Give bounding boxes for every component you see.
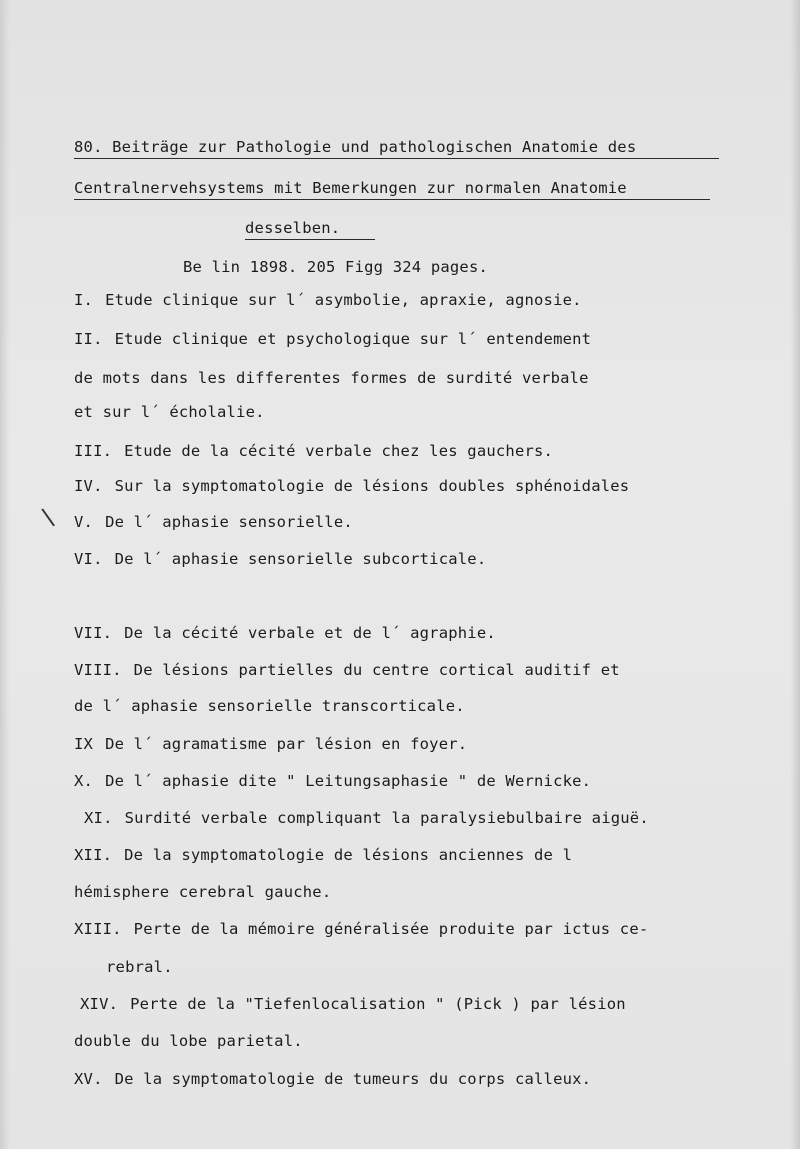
entry-number: II. [74, 330, 103, 348]
title-line-3: desselben. [245, 218, 375, 240]
entry-13-cont: rebral. [106, 958, 173, 976]
entry-number: X. [74, 772, 94, 790]
entry-number: XII. [74, 846, 113, 864]
entry-12 [74, 845, 572, 865]
entry-text: De l´ aphasie sensorielle. [105, 513, 353, 531]
entry-10 [74, 771, 591, 791]
entry-7 [74, 623, 496, 643]
entry-2 [74, 329, 591, 349]
entry-number: VII. [74, 624, 113, 642]
title-line-1: 80. Beiträge zur Pathologie und pathologischen Anatomie des [74, 137, 719, 159]
entry-text: Surdité verbale compliquant la paralysiebulbaire aiguë. [124, 809, 649, 827]
entry-8 [74, 660, 620, 680]
entry-number: IV. [74, 477, 103, 495]
entry-3 [74, 441, 553, 461]
entry-12-cont: hémisphere cerebral gauche. [74, 883, 332, 901]
entry-text: De l´ agramatisme par lésion en foyer. [105, 735, 468, 753]
entry-text: Etude de la cécité verbale chez les gauchers. [124, 442, 554, 460]
entry-number: IX [74, 735, 94, 753]
entry-text: Sur la symptomatologie de lésions doubles sphénoidales [114, 477, 630, 495]
entry-text: Etude clinique et psychologique sur l´ entendement [114, 330, 592, 348]
entry-8-cont: de l´ aphasie sensorielle transcorticale. [74, 697, 465, 715]
entry-1 [74, 290, 582, 310]
entry-4 [74, 476, 629, 496]
entry-number: III. [74, 442, 113, 460]
entry-number: V. [74, 513, 94, 531]
entry-text: Etude clinique sur l´ asymbolie, apraxie, agnosie. [105, 291, 582, 309]
page-edge-right [790, 0, 800, 1149]
entry-5 [74, 512, 353, 532]
entry-number: XV. [74, 1070, 103, 1088]
publication-info: Be lin 1898. 205 Figg 324 pages. [183, 258, 489, 276]
entry-6 [74, 549, 486, 569]
entry-number: XIII. [74, 920, 122, 938]
title-line-2: Centralnervehsystems mit Bemerkungen zur normalen Anatomie [74, 178, 710, 200]
entry-text: De la symptomatologie de lésions anciennes de l [124, 846, 573, 864]
page-edge-left [0, 0, 10, 1149]
entry-text: Perte de la "Tiefenlocalisation " (Pick ) par lésion [130, 995, 626, 1013]
entry-number: VI. [74, 550, 103, 568]
entry-text: De lésions partielles du centre cortical auditif et [133, 661, 620, 679]
entry-9 [74, 734, 467, 754]
entry-text: De l´ aphasie sensorielle subcorticale. [114, 550, 487, 568]
margin-mark: \ [39, 502, 57, 532]
entry-15 [74, 1069, 591, 1089]
entry-text: De l´ aphasie dite " Leitungsaphasie " de Wernicke. [105, 772, 592, 790]
entry-number: XI. [84, 809, 113, 827]
entry-13 [74, 919, 648, 939]
entry-2-cont-1: de mots dans les differentes formes de surdité verbale [74, 369, 589, 387]
entry-2-cont-2: et sur l´ écholalie. [74, 403, 265, 421]
entry-text: De la cécité verbale et de l´ agraphie. [124, 624, 496, 642]
entry-number: I. [74, 291, 94, 309]
entry-text: Perte de la mémoire généralisée produite par ictus ce- [133, 920, 649, 938]
entry-14-cont: double du lobe parietal. [74, 1032, 303, 1050]
entry-14 [80, 994, 626, 1014]
entry-11 [84, 808, 649, 828]
entry-number: VIII. [74, 661, 122, 679]
entry-number: XIV. [80, 995, 119, 1013]
entry-text: De la symptomatologie de tumeurs du corps calleux. [114, 1070, 592, 1088]
